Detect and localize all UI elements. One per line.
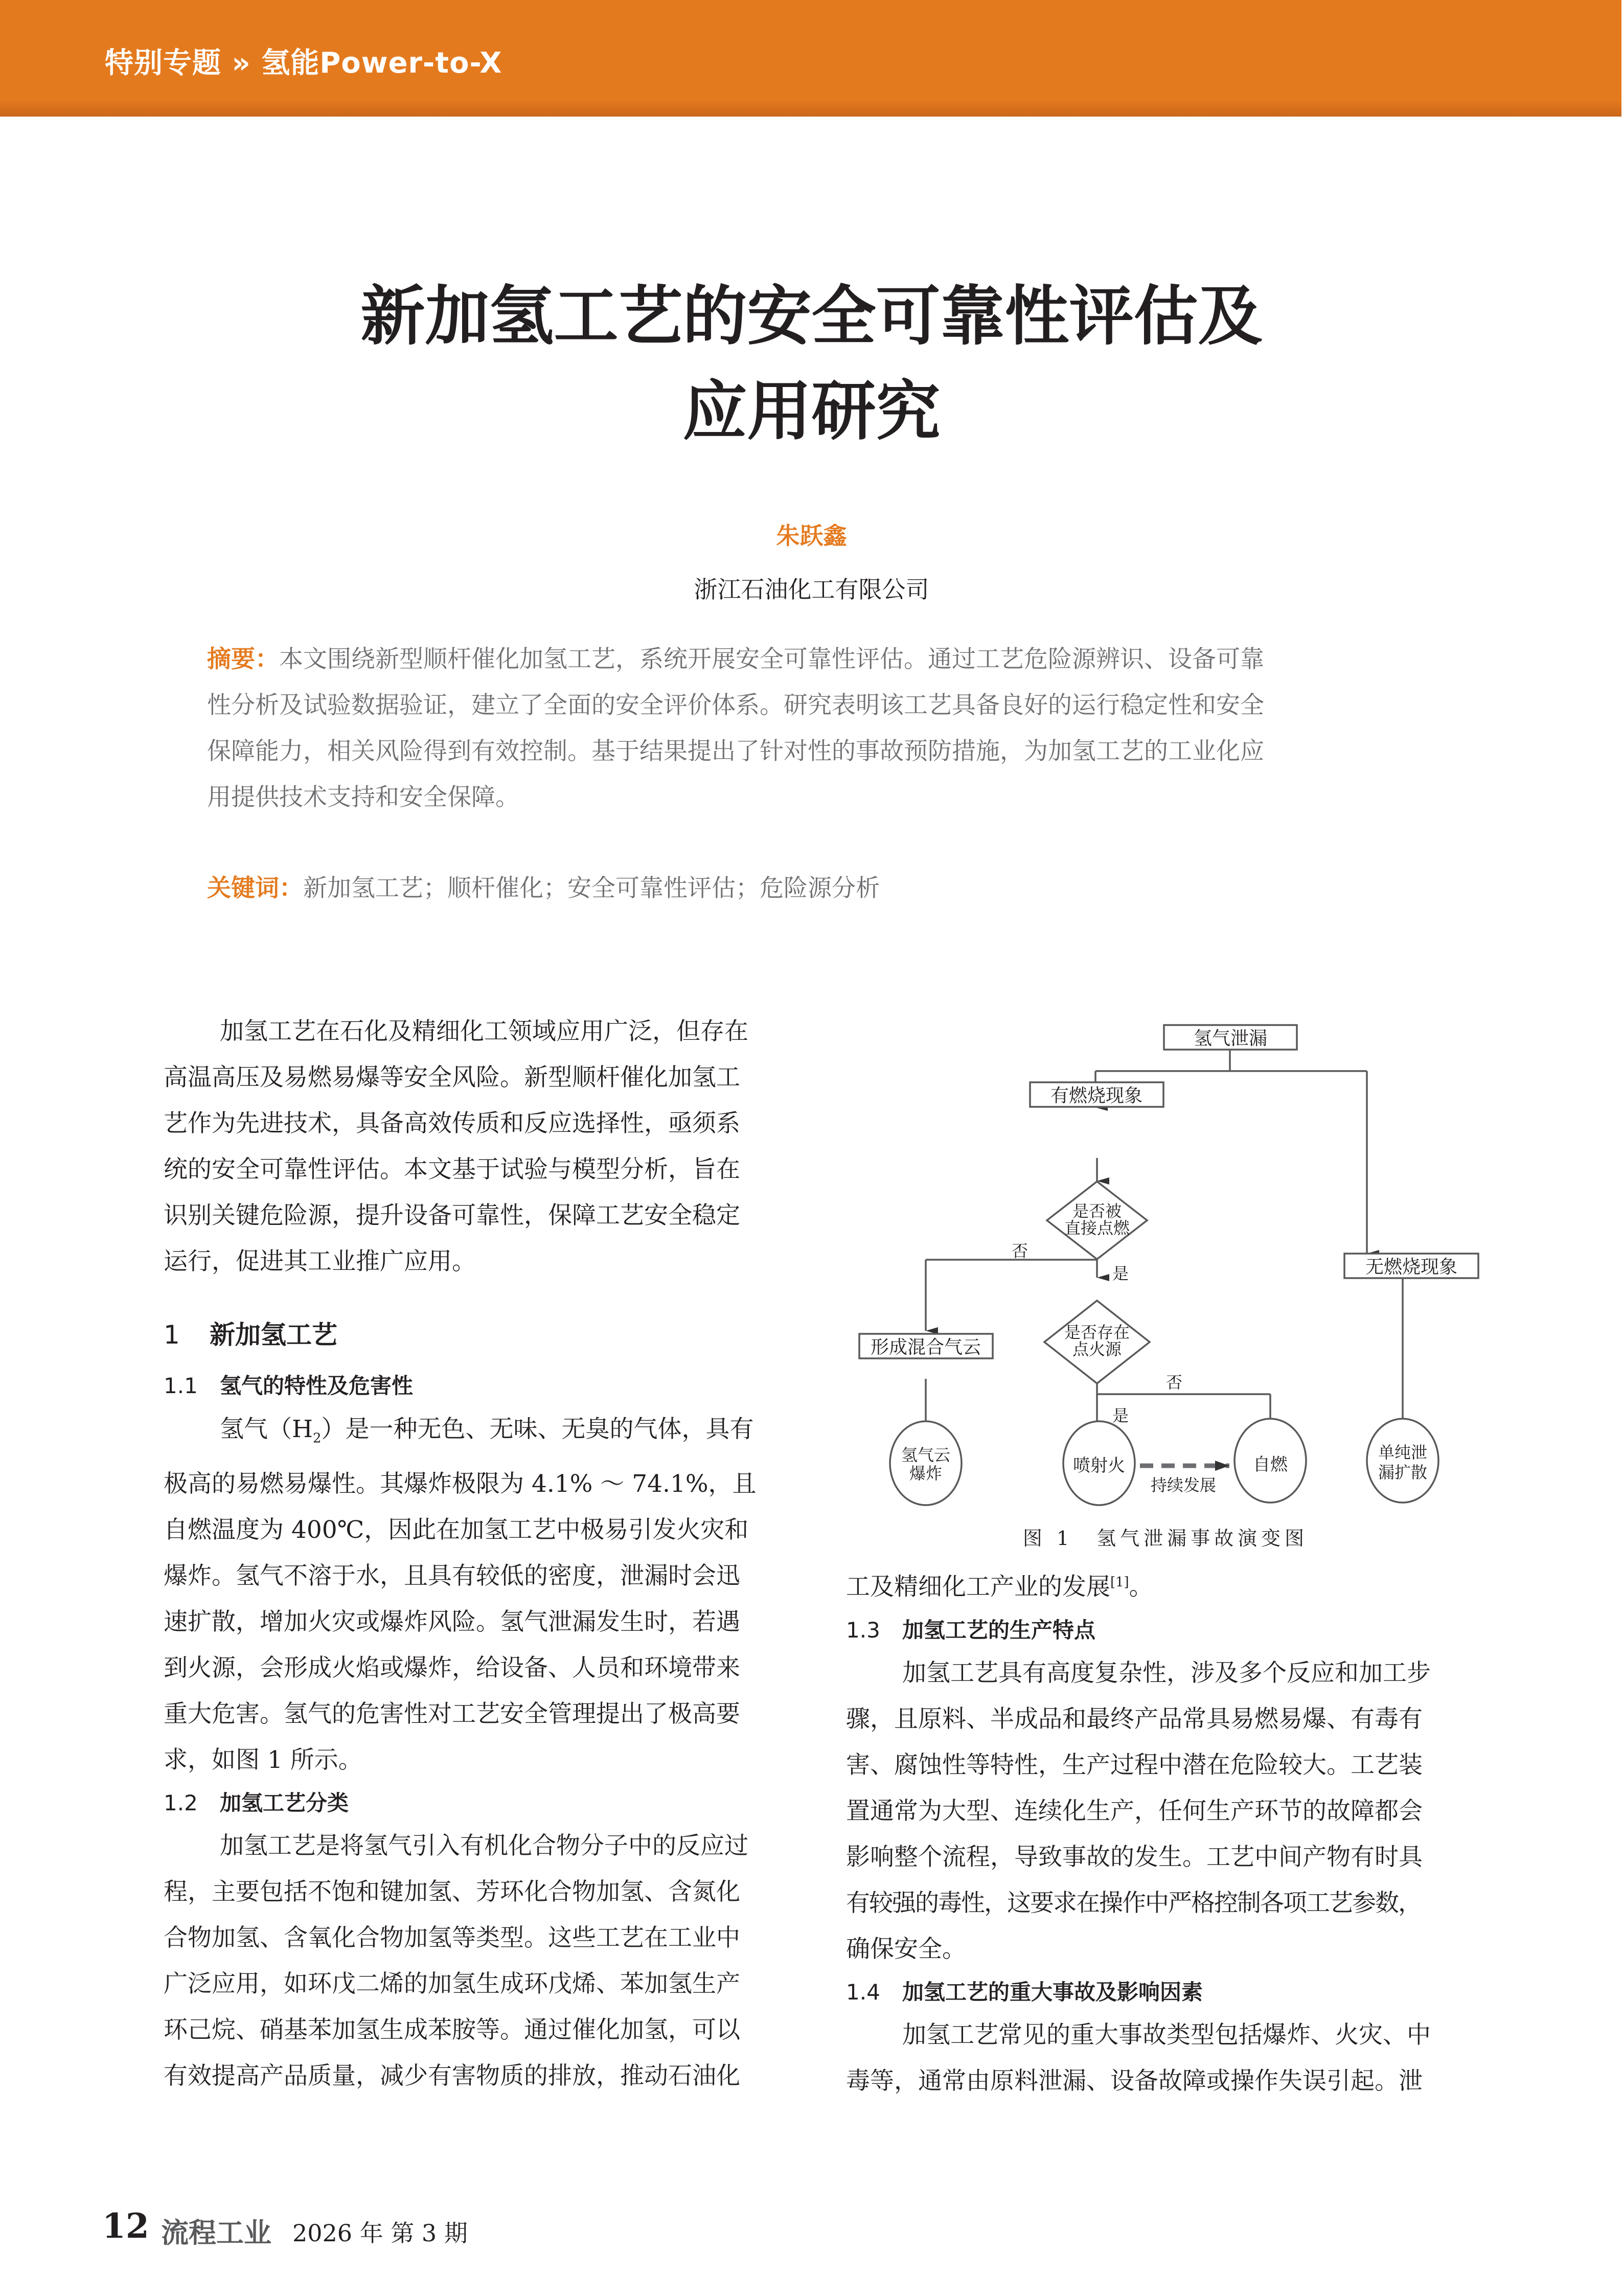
subsection-heading-1-3: 1.3 加氢工艺的生产特点 — [846, 1617, 1096, 1643]
figure-caption: 图 1 氢气泄漏事故演变图 — [1022, 1527, 1309, 1550]
label-diffusion-2: 漏扩散 — [1378, 1463, 1428, 1482]
subsection-heading-1-1: 1.1 氢气的特性及危害性 — [164, 1373, 414, 1398]
issue-info: 2026 年 第 3 期 — [292, 2219, 468, 2247]
author-name: 朱跃鑫 — [776, 522, 847, 550]
label-no-2: 否 — [1165, 1373, 1183, 1392]
paragraph-line: 有较强的毒性，这要求在操作中严格控制各项工艺参数， — [846, 1889, 1421, 1917]
label-diffusion-1: 单纯泄 — [1378, 1443, 1428, 1462]
label-cloud-explosion-1: 氢气云 — [901, 1445, 951, 1465]
keywords-text: 新加氢工艺；顺杆催化；安全可靠性评估；危险源分析 — [303, 874, 880, 902]
label-yes-2: 是 — [1112, 1406, 1129, 1425]
keywords-label: 关键词： — [207, 874, 303, 902]
article-title-line2: 应用研究 — [682, 374, 941, 449]
section-heading-1: 1 新加氢工艺 — [164, 1320, 337, 1350]
paragraph-line: 加氢工艺常见的重大事故类型包括爆炸、火灾、中 — [902, 2020, 1431, 2049]
paragraph-line: 害、腐蚀性等特性，生产过程中潜在危险较大。工艺装 — [846, 1751, 1423, 1779]
paragraph-line: 确保安全。 — [846, 1935, 966, 1963]
paragraph-line: 求，如图 1 所示。 — [164, 1746, 362, 1775]
label-direct-ignite-2: 直接点燃 — [1064, 1218, 1130, 1238]
paragraph-line: 统的安全可靠性评估。本文基于试验与模型分析，旨在 — [164, 1155, 740, 1184]
article-title-line1: 新加氢工艺的安全可靠性评估及 — [360, 279, 1263, 354]
label-mixed-cloud: 形成混合气云 — [870, 1337, 981, 1358]
abstract-line: 保障能力，相关风险得到有效控制。基于结果提出了针对性的事故预防措施，为加氢工艺的工业化应 — [207, 737, 1264, 765]
right-column — [846, 1559, 1488, 2104]
abstract-label: 摘要： — [207, 645, 279, 673]
paragraph-line: 到火源，会形成火焰或爆炸，给设备、人员和环境带来 — [164, 1654, 740, 1683]
paragraph-line: 加氢工艺在石化及精细化工领域应用广泛，但存在 — [220, 1017, 748, 1045]
paragraph-line: 有效提高产品质量，减少有害物质的排放，推动石油化 — [164, 2062, 740, 2090]
paragraph-line: 艺作为先进技术，具备高效传质和反应选择性，亟须系 — [164, 1109, 740, 1138]
paragraph-line: 影响整个流程，导致事故的发生。工艺中间产物有时具 — [846, 1843, 1423, 1871]
label-self-ignite: 自燃 — [1253, 1454, 1288, 1475]
subsection-heading-1-4: 1.4 加氢工艺的重大事故及影响因素 — [846, 1979, 1203, 2005]
paragraph-line: 加氢工艺是将氢气引入有机化合物分子中的反应过 — [220, 1832, 748, 1860]
paragraph-line: 置通常为大型、连续化生产，任何生产环节的故障都会 — [846, 1797, 1423, 1825]
label-yes-1: 是 — [1112, 1264, 1129, 1283]
paragraph-line: 环己烷、硝基苯加氢生成苯胺等。通过催化加氢，可以 — [164, 2016, 740, 2044]
paragraph-line: 自燃温度为 400℃，因此在加氢工艺中极易引发火灾和 — [164, 1516, 749, 1544]
label-direct-ignite-1: 是否被 — [1072, 1201, 1122, 1221]
label-combustion: 有燃烧现象 — [1050, 1085, 1143, 1106]
paragraph-line: 识别关键危险源，提升设备可靠性，保障工艺安全稳定 — [164, 1201, 740, 1230]
label-cloud-explosion-2: 爆炸 — [909, 1464, 943, 1483]
label-no-combustion: 无燃烧现象 — [1365, 1257, 1458, 1278]
paragraph-line: 合物加氢、含氧化合物加氢等类型。这些工艺在工业中 — [164, 1924, 740, 1952]
paragraph-line: 工及精细化工产业的发展[1]。 — [846, 1573, 1153, 1601]
abstract-line: 性分析及试验数据验证，建立了全面的安全评价体系。研究表明该工艺具备良好的运行稳定性和安全 — [207, 691, 1264, 719]
separator-icon: » — [232, 47, 251, 80]
paragraph-line: 运行，促进其工业推广应用。 — [164, 1247, 476, 1276]
abstract-line: 本文围绕新型顺杆催化加氢工艺，系统开展安全可靠性评估。通过工艺危险源辨识、设备可靠 — [279, 645, 1264, 673]
paragraph-line: 程，主要包括不饱和键加氢、芳环化合物加氢、含氮化 — [164, 1878, 740, 1906]
journal-name: 流程工业 — [161, 2216, 271, 2249]
paragraph-line: 极高的易燃易爆性。其爆炸极限为 4.1% ～ 74.1%，且 — [164, 1470, 757, 1498]
paragraph-line: 骤，且原料、半成品和最终产品常具易燃易爆、有毒有 — [846, 1704, 1423, 1733]
affiliation: 浙江石油化工有限公司 — [694, 576, 929, 603]
label-ignition-src-2: 点火源 — [1072, 1339, 1122, 1359]
subsection-heading-1-2: 1.2 加氢工艺分类 — [164, 1790, 349, 1816]
paragraph-line: 广泛应用，如环戊二烯的加氢生成环戊烯、苯加氢生产 — [164, 1970, 740, 1998]
label-leak: 氢气泄漏 — [1193, 1028, 1268, 1049]
reference-marker[interactable]: [1] — [1110, 1575, 1129, 1590]
label-continue: 持续发展 — [1150, 1475, 1217, 1495]
label-ignition-src-1: 是否存在 — [1064, 1323, 1130, 1342]
label-no-1: 否 — [1011, 1241, 1028, 1261]
paragraph-line: 速扩散，增加火灾或爆炸风险。氢气泄漏发生时，若遇 — [164, 1608, 740, 1636]
paragraph-line: 毒等，通常由原料泄漏、设备故障或操作失误引起。泄 — [846, 2066, 1423, 2095]
topic-label: 氢能Power-to-X — [261, 47, 502, 80]
paragraph-line: 爆炸。氢气不溶于水，且具有较低的密度，泄漏时会迅 — [164, 1562, 740, 1590]
paragraph-line: 加氢工艺具有高度复杂性，涉及多个反应和加工步 — [902, 1658, 1431, 1687]
label-jet-fire: 喷射火 — [1073, 1456, 1125, 1476]
paragraph-line: 重大危害。氢气的危害性对工艺安全管理提出了极高要 — [164, 1700, 740, 1729]
paragraph-line: 高温高压及易燃易爆等安全风险。新型顺杆催化加氢工 — [164, 1063, 740, 1092]
page-number: 12 — [102, 2206, 149, 2246]
paragraph-line: 氢气$(H_2)$是一种无色、无味、无臭的气体，具有 — [220, 1415, 754, 1446]
section-label: 特别专题 — [105, 47, 221, 80]
abstract-line: 用提供技术支持和安全保障。 — [207, 783, 519, 811]
